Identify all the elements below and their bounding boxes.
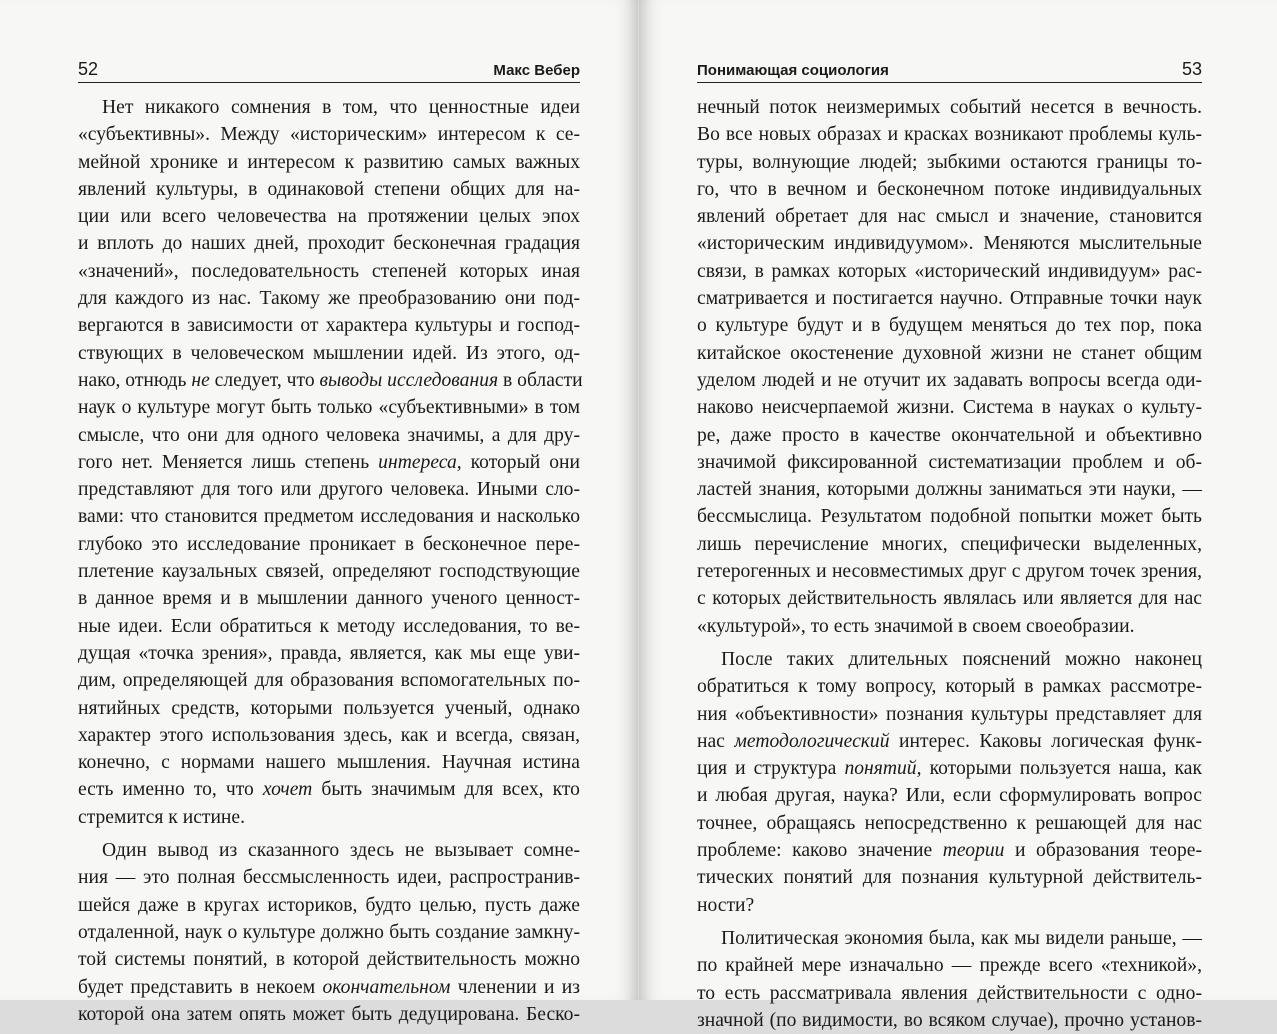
text-line: явлений культуры, в одинаковой степени общих для на- [78, 178, 580, 200]
text-line: о культуре будут и в будущем меняться до тех пор, пока [697, 315, 1202, 337]
text-line: по крайней мере изначально — прежде всего «техникой», [697, 955, 1202, 977]
left-page-text [78, 94, 583, 1028]
text-fragment: ция и структура [697, 758, 845, 780]
emphasis-text: теории [942, 840, 1005, 862]
text-line [78, 367, 583, 394]
text-line: лишь перечисление многих, специфически выделенных, [697, 533, 1202, 555]
right-running-head [697, 56, 1202, 83]
text-fragment: интерес. Каковы логическая функ- [889, 730, 1202, 752]
text-line [697, 755, 1202, 782]
text-line [697, 837, 1202, 864]
text-line [78, 449, 580, 476]
text-line: для каждого из нас. Такому же преобразованию они под- [78, 288, 580, 310]
text-line: Один вывод из сказанного здесь не вызывает сомне- [102, 840, 580, 862]
text-fragment: следует, что [209, 369, 320, 391]
text-line: конечно, с нормами нашего мышления. Научная истина [78, 752, 580, 774]
text-line: гетерогенных и несовместимых друг с другом точек зрения, [697, 561, 1202, 583]
text-fragment: которыми пользуется наша, как [921, 758, 1202, 780]
text-line: нятийных средств, которыми пользуется ученый, однако [78, 697, 580, 719]
text-fragment: будет представить в некоем [78, 976, 323, 998]
text-line: го, что в вечном и бесконечном потоке индивидуальных [697, 178, 1202, 200]
text-line: бессмыслица. Результатом подобной попытки может быть [697, 506, 1202, 528]
text-line: тических понятий для познания культурной действитель- [697, 867, 1202, 889]
text-line [78, 776, 580, 803]
text-line: и вплоть до наших дней, проходит бесконечная градация [78, 233, 580, 255]
text-line: уделом людей и не отучит их задавать вопросы всегда оди- [697, 369, 1202, 391]
text-line: ре, даже просто в качестве окончательной и объективно [697, 424, 1202, 446]
text-line: туры, волнующие людей; зыбкими остаются границы то- [697, 151, 1202, 173]
text-fragment: быть значимым для всех, кто [312, 779, 580, 801]
emphasis-text: методологический [734, 730, 890, 752]
text-line: вергаются в зависимости от характера культуры и господ- [78, 315, 580, 337]
text-line: ния — это полная бессмысленность идеи, распространив- [78, 867, 580, 889]
text-line: ствующих в человеческом мышлении идей. Из этого, од- [78, 342, 580, 364]
text-line: мейной хронике и интересом к развитию самых важных [78, 151, 580, 173]
text-line: ции или всего человечества на протяжении целых эпох [78, 206, 580, 228]
text-line: наково неисчерпаемой жизни. Система в науках о культу- [697, 397, 1202, 419]
text-line: дим, определяющей для образования вспомогательных по- [78, 670, 580, 692]
left-running-title: Макс Вебер [493, 62, 580, 79]
text-line: плетение каузальных связей, определяют господствующие [78, 561, 580, 583]
text-line: той системы понятий, в которой действительность можно [78, 949, 580, 971]
text-line: китайское окостенение духовной жизни не станет общим [697, 342, 1202, 364]
text-line: ластей знания, которыми должны заниматься эти науки, — [697, 479, 1202, 501]
text-line: явлений обретает для нас смысл и значение, становится [697, 206, 1202, 228]
text-line: точнее, обращаясь непосредственно к решающей для нас [697, 812, 1202, 834]
text-line: «культурой», то есть значимой в своем своеобразии. [697, 615, 1135, 637]
right-page-text [697, 94, 1202, 1034]
text-line: ния «объективности» познания культуры представляет для [697, 703, 1202, 725]
text-line [697, 728, 1202, 755]
text-fragment: проблеме: каково значение [697, 840, 943, 862]
emphasis-text: интереса, [378, 451, 462, 473]
left-page-number: 52 [78, 59, 99, 79]
text-line: отдаленной, наук о культуре должно быть создание замкну- [78, 921, 580, 943]
text-line: то есть рассматривала явления действительности с одно- [697, 982, 1202, 1004]
left-page [0, 0, 638, 1025]
emphasis-text: выводы исследования [319, 369, 499, 391]
emphasis-text: окончательном [322, 976, 451, 998]
emphasis-text: не [191, 369, 210, 391]
text-line: значимой фиксированной систематизации проблем и об- [697, 451, 1202, 473]
left-running-head [78, 56, 580, 83]
text-line: представляют для того или другого человека. Иными сло- [78, 479, 580, 501]
text-line: дущая «точка зрения», правда, является, как мы еще уви- [78, 642, 580, 664]
text-fragment: и образования теоре- [1004, 840, 1202, 862]
right-page-number: 53 [1181, 59, 1202, 79]
text-line [78, 974, 580, 1001]
text-line: значной (по видимости, во всяком случае), прочно установ- [697, 1009, 1202, 1031]
emphasis-text: хочет [262, 779, 313, 801]
text-line: вами: что становится предметом исследования и насколько [78, 506, 580, 528]
text-line: характер этого использования здесь, как и всегда, связан, [78, 724, 580, 746]
text-fragment: в области [498, 369, 583, 391]
text-line: сматривается и постигается научно. Отправные точки наук [697, 288, 1202, 310]
text-fragment: нас [697, 730, 735, 752]
text-line: «значений», последовательность степеней которых иная [78, 260, 580, 282]
text-fragment: гого нет. Меняется лишь степень [78, 451, 379, 473]
right-running-title: Понимающая социология [697, 62, 889, 79]
text-line: Политическая экономия была, как мы видели раньше, — [721, 927, 1202, 949]
text-fragment: есть именно то, что [78, 779, 263, 801]
right-page [639, 0, 1277, 1031]
emphasis-text: понятий, [844, 758, 922, 780]
text-line: смысле, что они для одного человека значимы, а для дру- [78, 424, 580, 446]
text-line: связи, в рамках которых «исторический индивидуум» рас- [697, 260, 1202, 282]
text-line: и любая другая, наука? Или, если сформулировать вопрос [697, 785, 1202, 807]
text-line: нечный поток неизмеримых событий несется в вечность. [697, 97, 1202, 118]
text-line: стремится к истине. [78, 806, 246, 828]
text-line: После таких длительных пояснений можно наконец [721, 648, 1202, 670]
text-line: шейся даже в кругах историков, будто целью, пусть даже [78, 894, 580, 916]
text-line: обратиться к тому вопросу, который в рамках рассмотре- [697, 676, 1202, 698]
text-line: Нет никакого сомнения в том, что ценностные идеи [102, 97, 580, 118]
text-line: ные идеи. Если обратиться к методу исследования, то ве- [78, 615, 580, 637]
text-line: наук о культуре могут быть только «субъективными» в том [78, 397, 580, 419]
text-line: в данное время и в мышлении данного ученого ценност- [78, 588, 580, 610]
text-line: с которых действительность являлась или является для нас [697, 588, 1202, 610]
text-fragment: членении и из [450, 976, 581, 998]
text-line: «субъективны». Между «историческим» интересом к се- [78, 124, 580, 146]
text-line: Во все новых образах и красках возникают проблемы куль- [697, 124, 1202, 146]
text-line: которой она затем опять может быть дедуцирована. Беско- [78, 1003, 580, 1025]
text-line: глубоко это исследование проникает в бесконечное пере- [78, 533, 580, 555]
text-fragment: нако, отнюдь [78, 369, 192, 391]
text-line: «историческим индивидуумом». Меняются мыслительные [697, 233, 1202, 255]
text-line: ности? [697, 894, 755, 916]
text-fragment: который они [461, 451, 580, 473]
